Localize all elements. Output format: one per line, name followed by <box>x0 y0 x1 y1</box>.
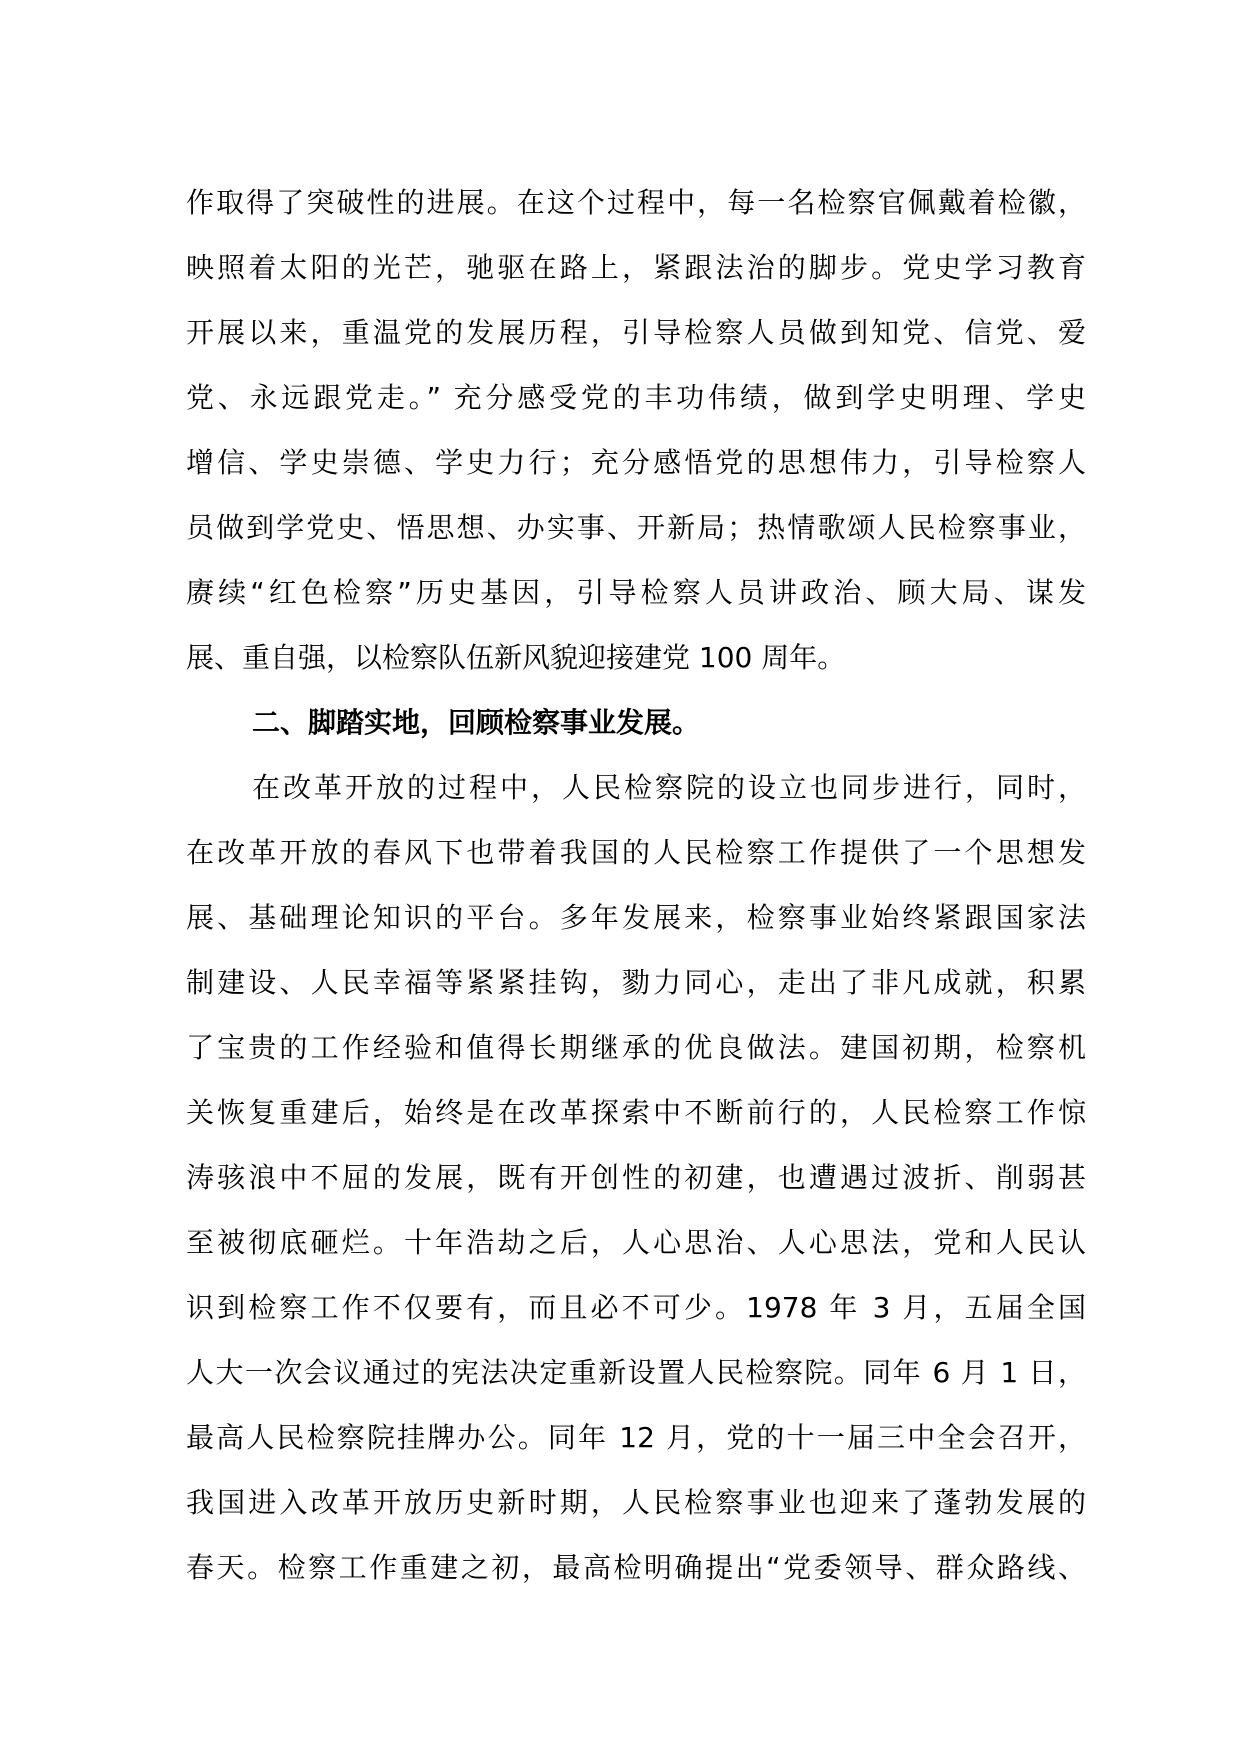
text-line-16: 涛骇浪中不屈的发展，既有开创性的初建，也遭遇过波折、削弱甚 <box>186 1161 1086 1194</box>
text-line-18: 识到检察工作不仅要有，而且必不可少。1978 年 3 月，五届全国 <box>186 1291 1086 1324</box>
text-line-7: 赓续“红色检察”历史基因，引导检察人员讲政治、顾大局、谋发 <box>186 576 1086 609</box>
text-line-5: 增信、学史崇德、学史力行；充分感悟党的思想伟力，引导检察人 <box>186 446 1086 479</box>
document-body <box>186 170 1086 1600</box>
text-line-17: 至被彻底砸烂。十年浩劫之后，人心思治、人心思法，党和人民认 <box>186 1226 1086 1259</box>
text-line-10: 在改革开放的过程中，人民检察院的设立也同步进行，同时， <box>252 771 1086 804</box>
text-line-14: 了宝贵的工作经验和值得长期继承的优良做法。建国初期，检察机 <box>186 1031 1086 1064</box>
text-line-15: 关恢复重建后，始终是在改革探索中不断前行的，人民检察工作惊 <box>186 1096 1086 1129</box>
text-line-13: 制建设、人民幸福等紧紧挂钩，勠力同心，走出了非凡成就，积累 <box>186 966 1086 999</box>
text-line-8: 展、重自强，以检察队伍新风貌迎接建党 100 周年。 <box>186 641 846 674</box>
text-line-6: 员做到学党史、悟思想、办实事、开新局；热情歌颂人民检察事业， <box>186 511 1086 544</box>
text-line-3: 开展以来，重温党的发展历程，引导检察人员做到知党、信党、爱 <box>186 316 1086 349</box>
text-line-4: 党、永远跟党走。” 充分感受党的丰功伟绩，做到学史明理、学史 <box>186 381 1086 414</box>
text-line-11: 在改革开放的春风下也带着我国的人民检察工作提供了一个思想发 <box>186 836 1086 869</box>
text-line-2: 映照着太阳的光芒，驰驱在路上，紧跟法治的脚步。党史学习教育 <box>186 251 1086 284</box>
text-line-19: 人大一次会议通过的宪法决定重新设置人民检察院。同年 6 月 1 日， <box>186 1356 1086 1389</box>
text-line-12: 展、基础理论知识的平台。多年发展来，检察事业始终紧跟国家法 <box>186 901 1086 934</box>
text-line-20: 最高人民检察院挂牌办公。同年 12 月，党的十一届三中全会召开， <box>186 1421 1086 1454</box>
text-line-22: 春天。检察工作重建之初，最高检明确提出“党委领导、群众路线、 <box>186 1551 1086 1584</box>
section-heading: 二、脚踏实地，回顾检察事业发展。 <box>252 706 701 739</box>
text-line-1: 作取得了突破性的进展。在这个过程中，每一名检察官佩戴着检徽， <box>186 186 1086 219</box>
text-line-21: 我国进入改革开放历史新时期，人民检察事业也迎来了蓬勃发展的 <box>186 1486 1086 1519</box>
